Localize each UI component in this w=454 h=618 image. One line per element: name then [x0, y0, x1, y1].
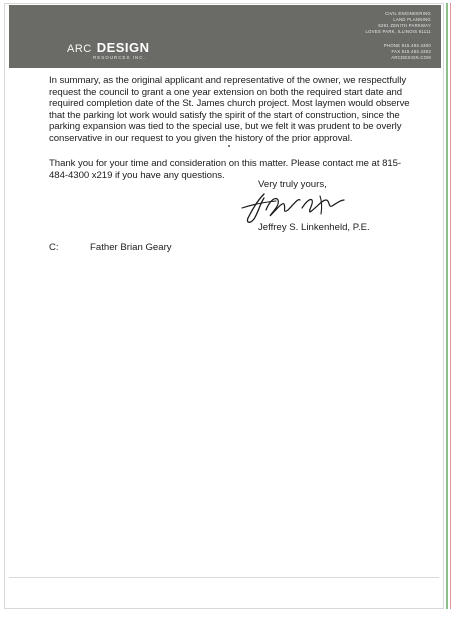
letterhead-banner [9, 5, 441, 68]
contact-line: PHONE 815.484.4300 [383, 43, 431, 48]
body-paragraph-summary: In summary, as the original applicant and representative of the owner, we respectfully request the council to grant a one year extension on both the required start date and required completion date of the St. James church project. Most laymen would observe that the parking lot work would satisfy the spirit of the start of construction, since the parking expansion was tied to the special use, but we felt it was prudent to be overly conservative in our request to you given the history of the prior approval. [49, 75, 410, 144]
company-address [366, 11, 431, 35]
cc-recipient: Father Brian Geary [90, 242, 172, 253]
logo-tagline: RESOURCES INC. [93, 55, 146, 60]
address-line: LOVES PARK, ILLINOIS 61111 [365, 29, 431, 34]
cc-label: C: [49, 242, 59, 253]
scan-edge-red [450, 3, 451, 609]
signer-name: Jeffrey S. Linkenheld, P.E. [258, 222, 370, 233]
logo-main: DESIGN [96, 40, 150, 55]
page-divider [9, 577, 439, 578]
address-line: 5291 ZENITH PARKWAY [378, 23, 431, 28]
address-line: LAND PLANNING [393, 17, 431, 22]
contact-line: ARCDESIGN.COM [391, 55, 431, 60]
address-line: CIVIL ENGINEERING [385, 11, 431, 16]
company-contact [384, 43, 431, 61]
contact-line: FAX 815.484.4303 [391, 49, 431, 54]
logo-prefix: ARC [67, 43, 92, 55]
scan-edge [446, 3, 448, 609]
body-paragraph-thanks: Thank you for your time and consideration on this matter. Please contact me at 815-484-4300 x219 if you have any questions. [49, 158, 402, 181]
closing-salutation: Very truly yours, [258, 179, 327, 190]
scan-speck [228, 145, 230, 147]
